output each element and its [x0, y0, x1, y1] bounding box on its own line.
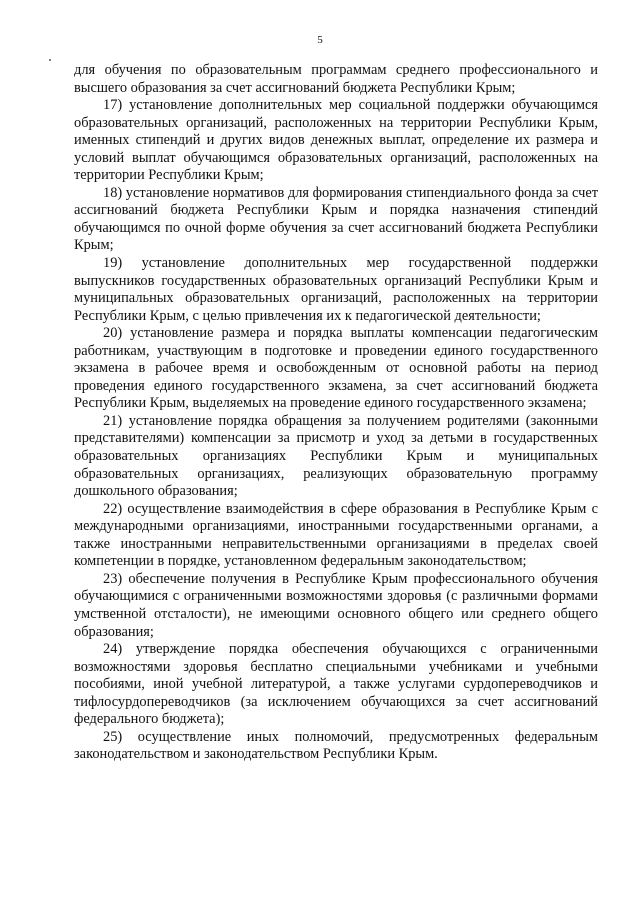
paragraph-item-23: 23) обеспечение получения в Республике Крым профессионального обучения обучающимися с ограниченными возможностями здоровья (с различными формами умственной отсталости), не имеющими основного общего или среднего общего образования;: [74, 570, 598, 640]
paragraph-item-21: 21) установление порядка обращения за получением родителями (законными представителями) компенсации за присмотр и уход за детьми в государственных образовательных организациях Республики Крым и муниципальных образовательных организациях, реализующих образовательную программу дошкольного образования;: [74, 412, 598, 500]
scan-speck: [49, 59, 51, 61]
paragraph-item-17: 17) установление дополнительных мер социальной поддержки обучающимся образовательных организаций, расположенных на территории Республики Крым, именных стипендий и других видов денежных выплат, определение их размера и условий выплат обучающимся образовательных организаций, расположенных на территории Республики Крым;: [74, 97, 598, 184]
paragraph-item-20: 20) установление размера и порядка выплаты компенсации педагогическим работникам, участвующим в подготовке и проведении единого государственного экзамена в рабочее время и освобожденным от основной работы на период проведения единого государственного экзамена, за счет ассигнований бюджета Республики Крым, выделяемых на проведение единого государственного экзамена;: [74, 325, 598, 412]
document-body: [74, 62, 598, 764]
paragraph-item-22: 22) осуществление взаимодействия в сфере образования в Республике Крым с международными организациями, иностранными государственными органами, а также иностранными неправительственными организациями в пределах своей компетенции в порядке, установленном федеральным законодательством;: [74, 500, 598, 570]
paragraph-item-18: 18) установление нормативов для формирования стипендиального фонда за счет ассигнований бюджета Республики Крым и порядка назначения стипендий обучающимся по очной форме обучения за счет ассигнований бюджета Республики Крым;: [74, 184, 598, 254]
paragraph-item-24: 24) утверждение порядка обеспечения обучающихся с ограниченными возможностями здоровья бесплатно специальными учебниками и учебными пособиями, иной учебной литературой, а также услугами сурдопереводчиков и тифлосурдопереводчиков (за исключением обучающихся за счет ассигнований федерального бюджета);: [74, 641, 598, 728]
paragraph-item-19: 19) установление дополнительных мер государственной поддержки выпускников государственных образовательных организаций Республики Крым и муниципальных образовательных организаций, расположенных на территории Республики Крым, с целью привлечения их к педагогической деятельности;: [74, 255, 598, 324]
page-number: 5: [317, 34, 323, 46]
paragraph-continuation: для обучения по образовательным программам среднего профессионального и высшего образования за счет ассигнований бюджета Республики Крым;: [74, 62, 598, 96]
paragraph-item-25: 25) осуществление иных полномочий, предусмотренных федеральным законодательством и законодательством Республики Крым.: [74, 728, 598, 763]
